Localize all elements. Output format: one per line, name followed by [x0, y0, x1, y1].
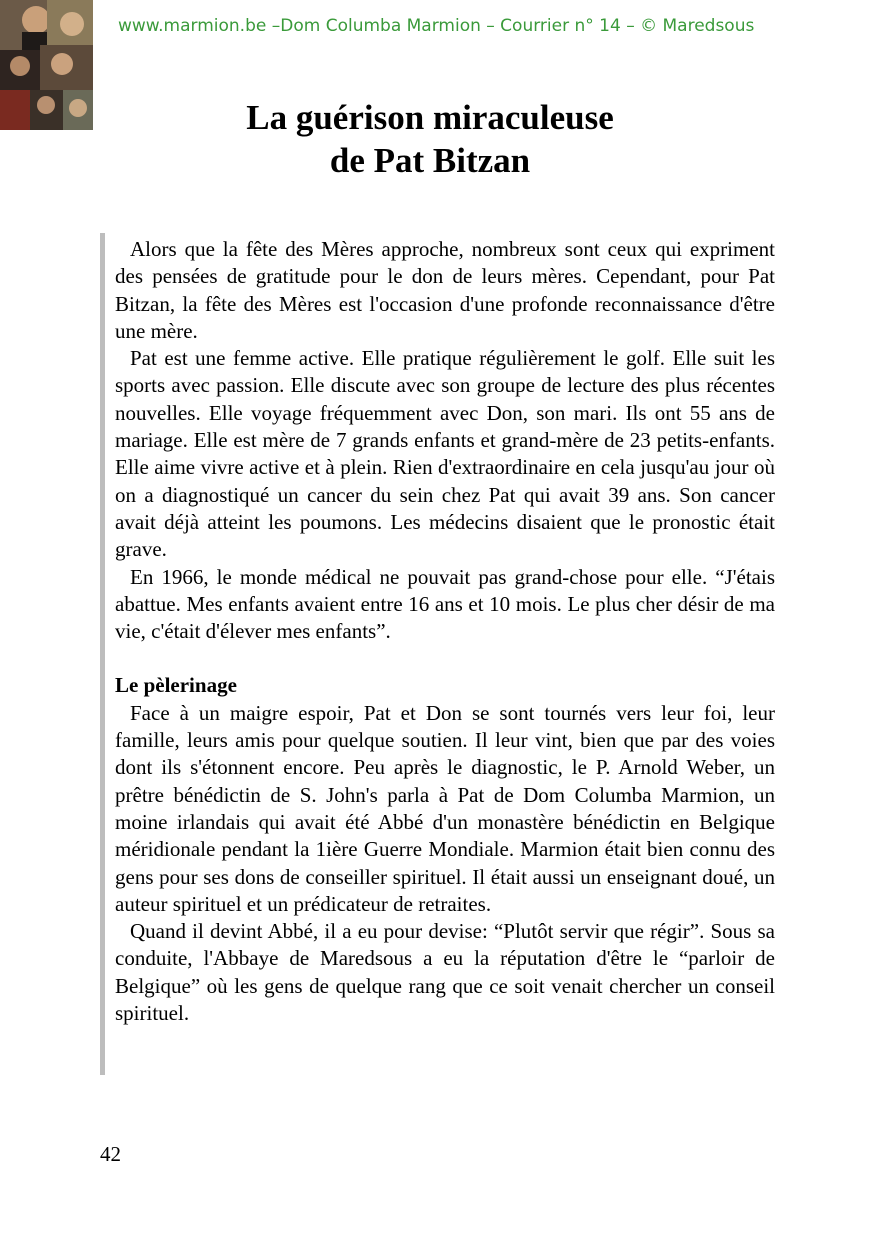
paragraph-1: Alors que la fête des Mères approche, nombreux sont ceux qui expriment des pensées de gratitude pour le don de leurs mères. Cependant, pour Pat Bitzan, la fête des Mères est l'occasion d'une profonde reconnaissance d'être une mère. [115, 237, 775, 343]
paragraph-4: Face à un maigre espoir, Pat et Don se sont tournés vers leur foi, leur famille, leurs amis pour quelque soutien. Il leur vint, bien que par des voies dont ils s'étonnent encore. Peu après le diagnostic, le P. Arnold Weber, un prêtre bénédictin de S. John's parla à Pat de Dom Columba Marmion, un moine irlandais qui avait été Abbé d'un monastère bénédictin en Belgique méridionale pendant la 1ière Guerre Mondiale. Marmion était bien connu des gens pour ses dons de conseiller spirituel. Il était aussi un enseignant doué, un auteur spirituel et un prédicateur de retraites. [115, 700, 775, 916]
left-margin-rule [100, 233, 105, 1075]
title-line-1: La guérison miraculeuse [246, 98, 614, 137]
paragraph-5: Quand il devint Abbé, il a eu pour devise: “Plutôt servir que régir”. Sous sa conduite, l'Abbaye de Maredsous a eu la réputation d'être le “parloir de Belgique” où les gens de quelque rang que ce soit venait chercher un conseil spirituel. [115, 919, 775, 1026]
page-number: 42 [100, 1142, 121, 1166]
photo-collage [0, 0, 93, 130]
running-head: www.marmion.be –Dom Columba Marmion – Courrier n° 14 – © Maredsous [118, 16, 755, 36]
paragraph-2: Pat est une femme active. Elle pratique régulièrement le golf. Elle suit les sports avec passion. Elle discute avec son groupe de lecture des plus récentes nouvelles. Elle voyage fréquemment avec Don, son mari. Ils ont 55 ans de mariage. Elle est mère de 7 grands enfants et grand-mère de 23 petits-enfants. Elle aime vivre active et à plein. Rien d'extraordinaire en cela jusqu'au jour où on a diagnostiqué un cancer du sein chez Pat qui avait 39 ans. Son cancer avait déjà atteint les poumons. Les médecins disaient que le pronostic était grave. [115, 346, 775, 562]
title-line-2: de Pat Bitzan [329, 141, 531, 180]
article-body [115, 236, 775, 1027]
section-heading: Le pèlerinage [115, 673, 237, 698]
page-title [140, 96, 720, 182]
paragraph-3: En 1966, le monde médical ne pouvait pas grand-chose pour elle. “J'étais abattue. Mes enfants avaient entre 16 ans et 10 mois. Le plus cher désir de ma vie, c'était d'élever mes enfants”. [115, 564, 775, 644]
